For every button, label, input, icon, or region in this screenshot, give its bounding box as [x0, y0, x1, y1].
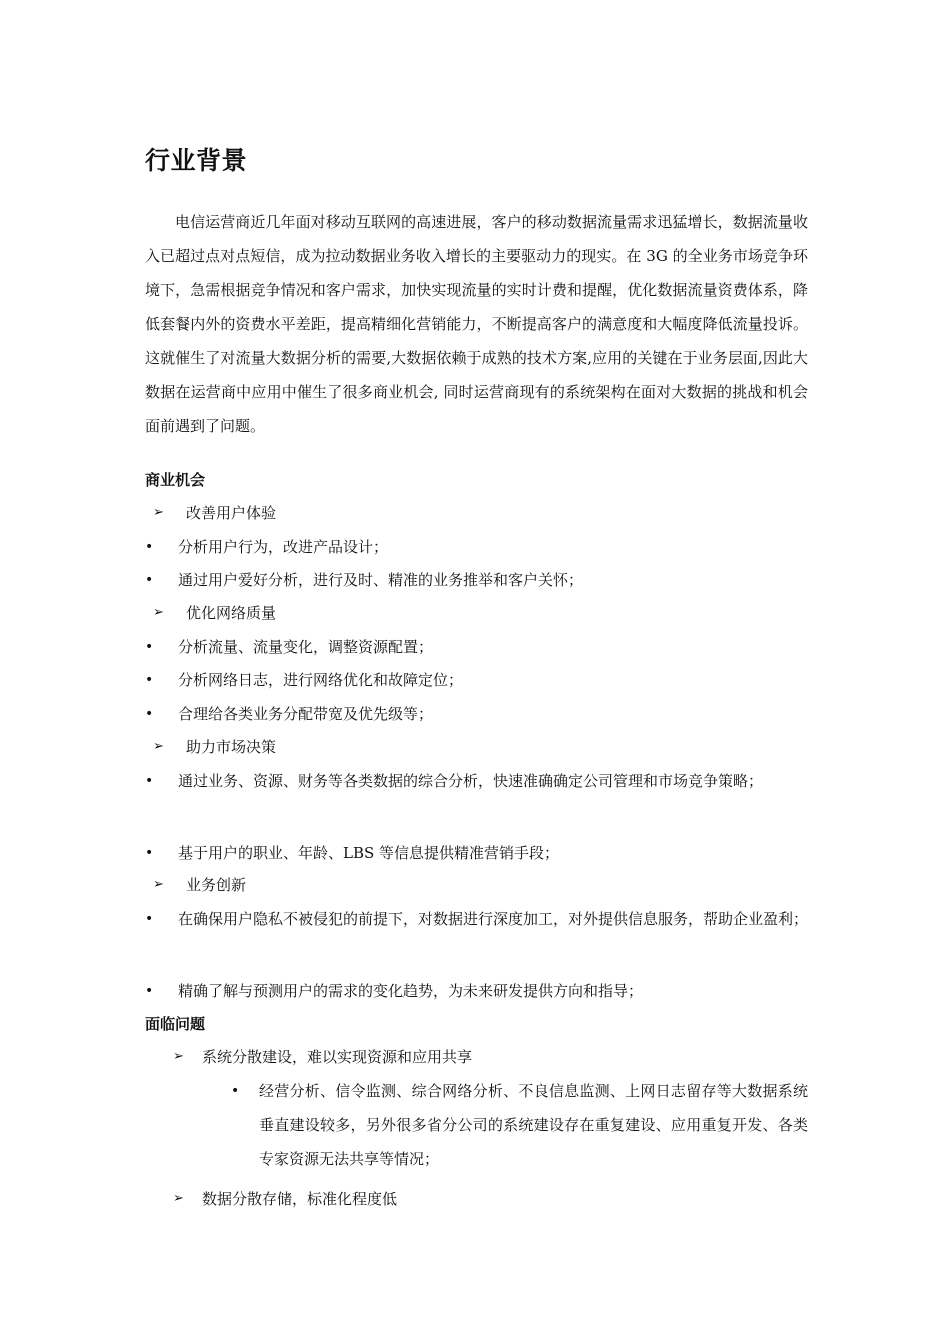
section-heading-opportunities: 商业机会: [145, 471, 206, 489]
arrow-bullet-icon: ➢: [153, 505, 164, 520]
opportunity-item: 精确了解与预测用户的需求的变化趋势，为未来研发提供方向和指导；: [178, 982, 644, 1000]
bullet-dot-icon: •: [145, 639, 154, 655]
arrow-bullet-icon: ➢: [153, 605, 164, 620]
bullet-dot-icon: •: [145, 845, 154, 861]
problem-group-label: 系统分散建设，难以实现资源和应用共享: [202, 1048, 473, 1066]
arrow-bullet-icon: ➢: [153, 877, 164, 892]
opportunity-group-label: 助力市场决策: [186, 738, 277, 756]
opportunity-item: 通过用户爱好分析，进行及时、精准的业务推举和客户关怀；: [178, 571, 584, 589]
bullet-dot-icon: •: [145, 672, 154, 688]
opportunity-item: 分析网络日志，进行网络优化和故障定位；: [178, 671, 464, 689]
opportunity-group-label: 优化网络质量: [186, 604, 277, 622]
opportunity-item: 合理给各类业务分配带宽及优先级等；: [178, 705, 434, 723]
arrow-bullet-icon: ➢: [153, 739, 164, 754]
opportunity-item: 在确保用户隐私不被侵犯的前提下，对数据进行深度加工，对外提供信息服务，帮助企业盈利；: [178, 910, 809, 928]
page-title: 行业背景: [145, 146, 248, 175]
bullet-dot-icon: •: [145, 911, 154, 927]
intro-paragraph: 电信运营商近几年面对移动互联网的高速进展，客户的移动数据流量需求迅猛增长，数据流量收入已超过点对点短信，成为拉动数据业务收入增长的主要驱动力的现实。在 3G 的全业务市场竞争环境下，急需根据竞争情况和客户需求，加快实现流量的实时计费和提醒，优化数据流量资费体系，降低套餐内外的资费水平差距，提高精细化营销能力，不断提高客户的满意度和大幅度降低流量投诉。这就催生了对流量大数据分析的需要,大数据依赖于成熟的技术方案,应用的关键在于业务层面,因此大数据在运营商中应用中催生了很多商业机会, 同时运营商现有的系统架构在面对大数据的挑战和机会面前遇到了问题。: [145, 213, 808, 435]
problem-group-label: 数据分散存储，标准化程度低: [202, 1190, 398, 1208]
arrow-bullet-icon: ➢: [173, 1191, 184, 1206]
bullet-dot-icon: •: [145, 706, 154, 722]
opportunity-item: 分析流量、流量变化，调整资源配置；: [178, 638, 434, 656]
bullet-dot-icon: •: [145, 539, 154, 555]
opportunity-item: 分析用户行为，改进产品设计；: [178, 538, 389, 556]
problem-item: 经营分析、信令监测、综合网络分析、不良信息监测、上网日志留存等大数据系统垂直建设较多，另外很多省分公司的系统建设存在重复建设、应用重复开发、各类专家资源无法共享等情况；: [259, 1082, 808, 1168]
section-heading-problems: 面临问题: [145, 1015, 206, 1033]
bullet-dot-icon: •: [145, 773, 154, 789]
bullet-dot-icon: •: [145, 983, 154, 999]
arrow-bullet-icon: ➢: [173, 1049, 184, 1064]
bullet-dot-icon: •: [145, 572, 154, 588]
opportunity-item: 通过业务、资源、财务等各类数据的综合分析，快速准确确定公司管理和市场竞争策略；: [178, 772, 764, 790]
opportunity-group-label: 改善用户体验: [186, 504, 277, 522]
bullet-dot-icon: •: [231, 1083, 240, 1099]
opportunity-group-label: 业务创新: [186, 876, 247, 894]
opportunity-item: 基于用户的职业、年龄、LBS 等信息提供精准营销手段；: [178, 844, 560, 862]
